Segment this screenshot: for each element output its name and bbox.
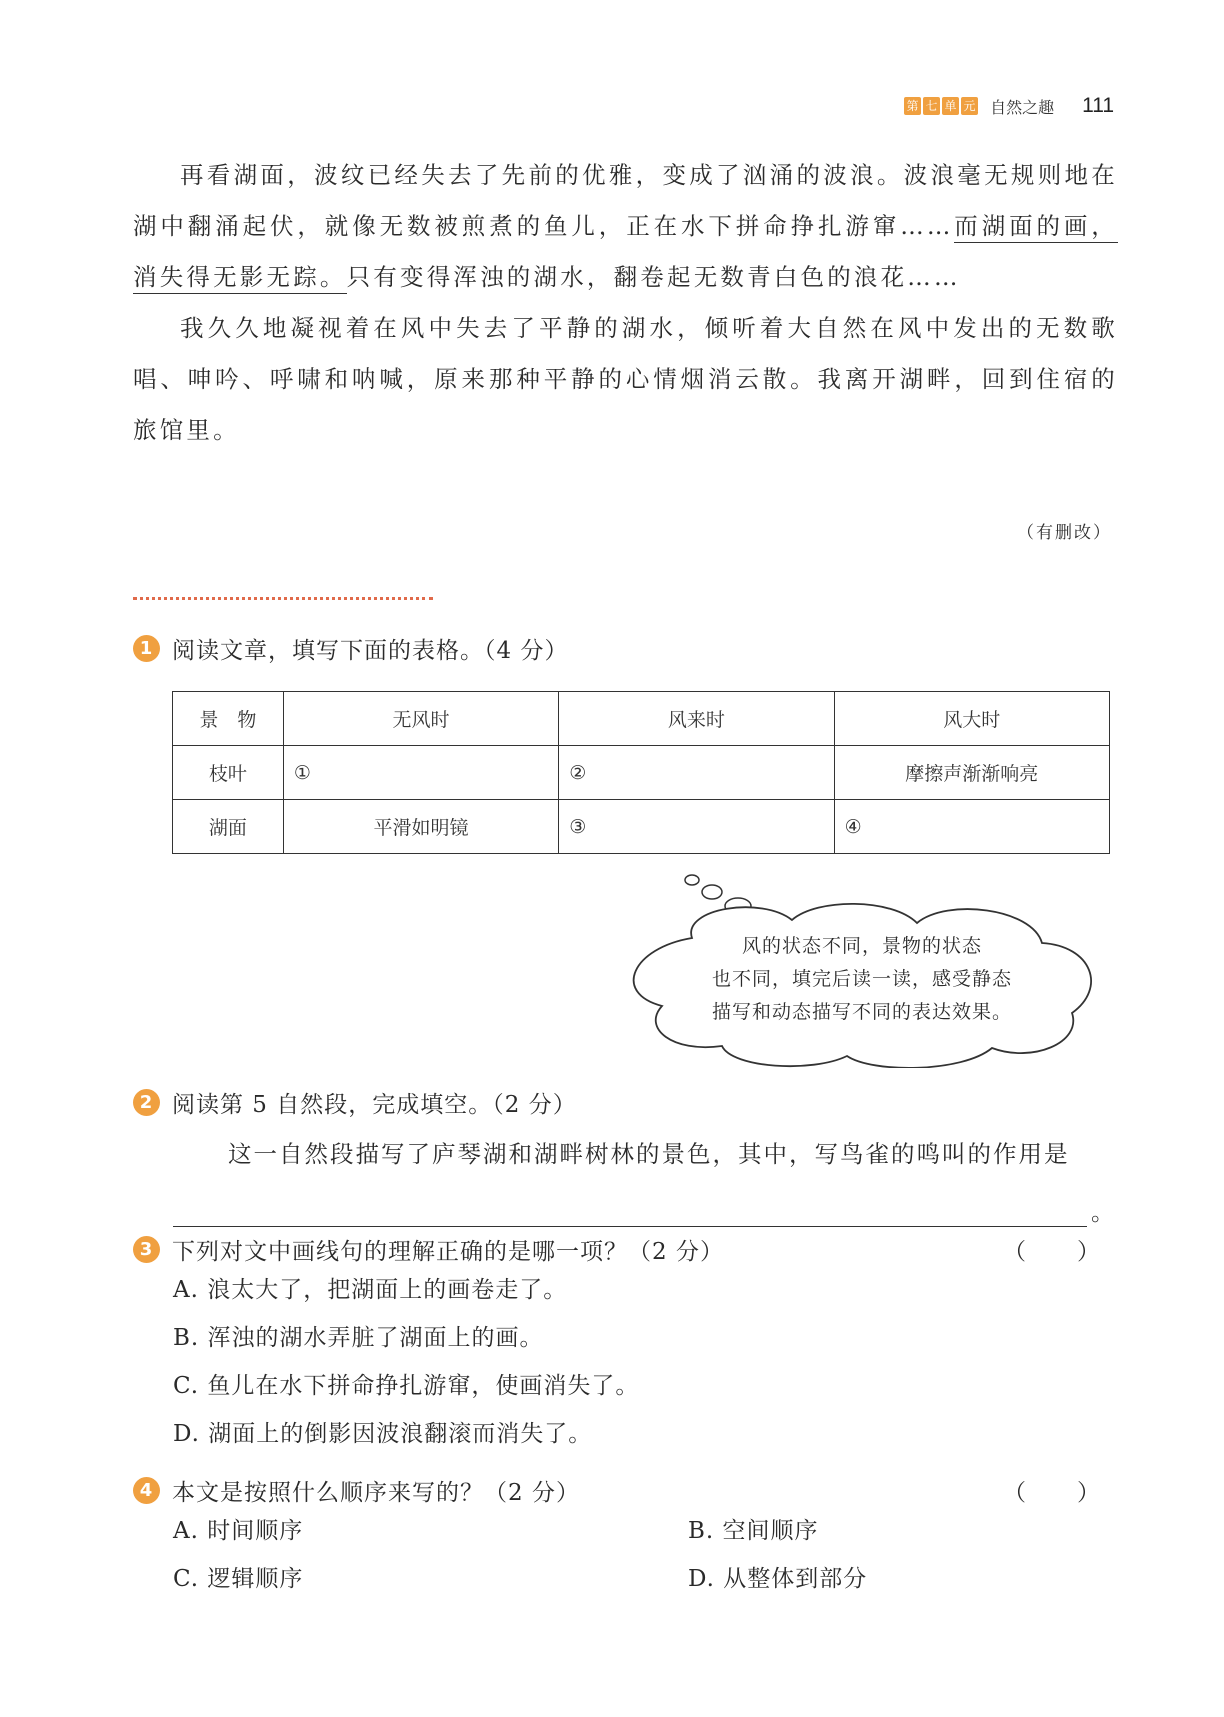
end-mark: 。 bbox=[1091, 1200, 1114, 1226]
table-cell: 摩擦声渐渐响亮 bbox=[834, 746, 1109, 800]
unit-char: 单 bbox=[942, 97, 959, 115]
answer-blank[interactable] bbox=[173, 1191, 1114, 1227]
scene-table bbox=[172, 691, 1110, 854]
unit-title: 自然之趣 bbox=[990, 97, 1055, 117]
option-b[interactable]: B. 浑浊的湖水弄脏了湖面上的画。 bbox=[173, 1325, 544, 1351]
passage-text: 只有变得浑浊的湖水，翻卷起无数青白色的浪花…… bbox=[346, 263, 961, 291]
table-cell: 湖面 bbox=[173, 800, 284, 854]
unit-char: 七 bbox=[923, 97, 940, 115]
option-a[interactable]: A. 浪太大了，把湖面上的画卷走了。 bbox=[173, 1277, 568, 1303]
passage-paragraph bbox=[133, 150, 1118, 303]
question-number-badge: 1 bbox=[133, 635, 160, 662]
tip-line: 描写和动态描写不同的表达效果。 bbox=[711, 1001, 1012, 1023]
question-number-badge: 2 bbox=[133, 1089, 160, 1116]
unit-char: 元 bbox=[961, 97, 978, 115]
option-c[interactable]: C. 鱼儿在水下拼命挣扎游窜，使画消失了。 bbox=[173, 1373, 640, 1399]
table-header-cell: 景 物 bbox=[173, 692, 284, 746]
table-row bbox=[173, 800, 1110, 854]
question-number-badge: 3 bbox=[133, 1236, 160, 1263]
table-header-cell: 风大时 bbox=[834, 692, 1109, 746]
question-text: 本文是按照什么顺序来写的？（2 分） bbox=[172, 1480, 580, 1506]
option-grid bbox=[173, 1507, 1114, 1603]
answer-cell[interactable]: ① bbox=[283, 746, 558, 800]
section-divider bbox=[133, 597, 433, 600]
table-header-cell: 无风时 bbox=[283, 692, 558, 746]
passage-paragraph: 我久久地凝视着在风中失去了平静的湖水，倾听着大自然在风中发出的无数歌唱、呻吟、呼啸和呐喊，原来那种平静的心情烟消云散。我离开湖畔，回到住宿的旅馆里。 bbox=[133, 314, 1118, 444]
option-a[interactable]: A. 时间顺序 bbox=[173, 1518, 304, 1544]
table-header-cell: 风来时 bbox=[559, 692, 834, 746]
question-1 bbox=[133, 632, 1114, 665]
option-d[interactable]: D. 从整体到部分 bbox=[688, 1566, 868, 1592]
question-4 bbox=[133, 1474, 1114, 1603]
table-cell: 平滑如明镜 bbox=[283, 800, 558, 854]
option-d[interactable]: D. 湖面上的倒影因波浪翻滚而消失了。 bbox=[173, 1421, 593, 1447]
question-text: 阅读第 5 自然段，完成填空。（2 分） bbox=[172, 1092, 577, 1118]
question-2 bbox=[133, 1086, 1114, 1227]
table-row bbox=[173, 746, 1110, 800]
option-list bbox=[173, 1266, 1114, 1458]
answer-cell[interactable]: ④ bbox=[834, 800, 1109, 854]
answer-cell[interactable]: ② bbox=[559, 746, 834, 800]
question-text: 阅读文章，填写下面的表格。（4 分） bbox=[172, 638, 569, 664]
tip-text bbox=[682, 930, 1042, 1029]
tip-line: 也不同，填完后读一读，感受静态 bbox=[711, 968, 1012, 990]
tip-line: 风的状态不同，景物的状态 bbox=[741, 935, 982, 957]
answer-parentheses[interactable]: （ ） bbox=[1003, 1480, 1114, 1506]
option-c[interactable]: C. 逻辑顺序 bbox=[173, 1566, 304, 1592]
unit-char: 第 bbox=[904, 97, 921, 115]
answer-line[interactable] bbox=[173, 1196, 1087, 1227]
page-number: 111 bbox=[1082, 94, 1114, 117]
question-3 bbox=[133, 1233, 1114, 1458]
table-header-row bbox=[173, 692, 1110, 746]
underlined-sentence: 而湖面的画，消失得无影无踪。 bbox=[133, 212, 1118, 294]
option-b[interactable]: B. 空间顺序 bbox=[688, 1518, 819, 1544]
page-header bbox=[904, 94, 1114, 118]
table-cell: 枝叶 bbox=[173, 746, 284, 800]
unit-badge bbox=[904, 97, 980, 115]
reading-passage bbox=[133, 150, 1118, 456]
question-text: 下列对文中画线句的理解正确的是哪一项？（2 分） bbox=[172, 1239, 724, 1265]
passage-text: 再看湖面，波纹已经失去了先前的优雅，变成了汹涌的波浪。波浪毫无规则地在湖中翻涌起伏，就像无数被煎煮的鱼儿，正在水下拼命挣扎游窜…… bbox=[133, 161, 1118, 240]
answer-cell[interactable]: ③ bbox=[559, 800, 834, 854]
answer-parentheses[interactable]: （ ） bbox=[1003, 1239, 1114, 1265]
source-note: （有删改） bbox=[1017, 523, 1112, 543]
question-prompt: 这一自然段描写了庐琴湖和湖畔树林的景色，其中，写鸟雀的鸣叫的作用是 bbox=[228, 1140, 1070, 1168]
question-number-badge: 4 bbox=[133, 1477, 160, 1504]
tip-thought-bubble bbox=[612, 868, 1112, 1068]
